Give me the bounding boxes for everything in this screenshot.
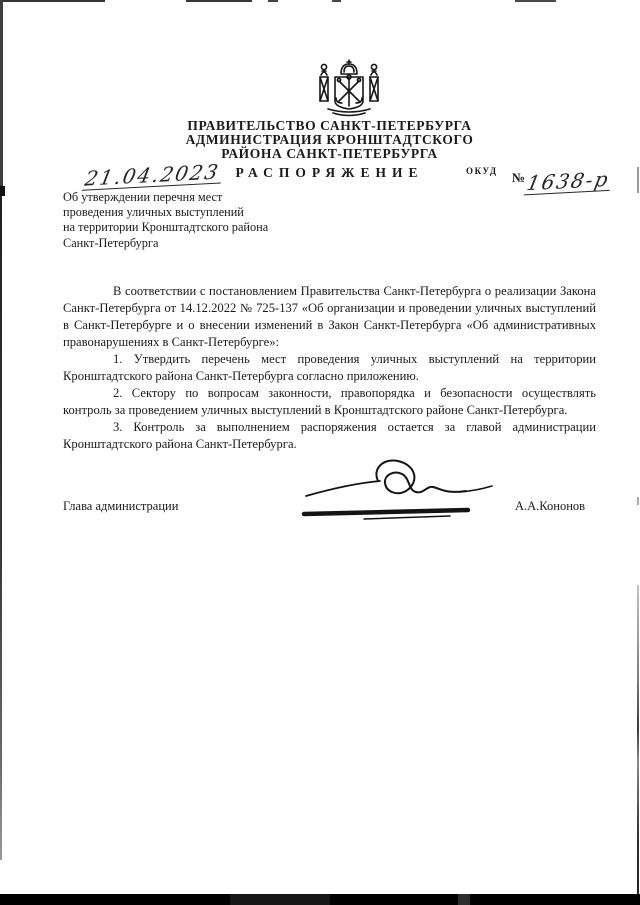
paragraph-item-2: 2. Сектору по вопросам законности, правопорядка и безопасности осуществлять контроль за проведением уличных выступлений в Кронштадтского районе Санкт-Петербурга. <box>63 386 596 417</box>
subject-line: Санкт-Петербурга <box>63 235 159 250</box>
subject-line: проведения уличных выступлений <box>63 205 244 220</box>
scan-edge-top <box>0 0 640 2</box>
number-sign-label: № <box>512 170 526 185</box>
signer-post: Глава администрации <box>63 499 179 513</box>
spb-coat-of-arms-icon <box>308 57 390 119</box>
subject-line: Об утверждении перечня мест <box>63 190 223 204</box>
scan-edge-bottom <box>0 894 640 905</box>
scan-edge-right-mark-upper <box>637 167 639 193</box>
scan-edge-left-mark <box>0 186 5 196</box>
paragraph-item-3: 3. Контроль за выполнением распоряжения остается за главой администрации Кронштадтского района Санкт-Петербурга. <box>63 420 596 451</box>
org-name-line2: АДМИНИСТРАЦИЯ КРОНШТАДТСКОГО <box>185 132 474 148</box>
scan-edge-left-upper <box>0 0 3 196</box>
handwritten-number: 1638-р <box>524 168 615 196</box>
paragraph-item-1: 1. Утвердить перечень мест проведения уличных выступлений на территории Кронштадтского района Санкт-Петербурга согласно приложению. <box>63 352 596 383</box>
document-number-field <box>512 166 613 196</box>
letterhead <box>63 57 596 181</box>
okud-label: ОКУД <box>466 166 498 176</box>
org-name-line3: РАЙОНА САНКТ-ПЕТЕРБУРГА <box>221 146 438 162</box>
signer-name: А.А.Кононов <box>515 499 586 513</box>
handwritten-date: 21.04.2023 <box>82 160 225 191</box>
org-name-line1: ПРАВИТЕЛЬСТВО САНКТ-ПЕТЕРБУРГА <box>187 118 472 133</box>
paragraph-preamble: В соответствии с постановлением Правительства Санкт-Петербурга о реализации Закона Санкт-Петербурга от 14.12.2022 № 725-137 «Об организации и проведении уличных выступлений в Санкт-Петербурге и о внесении изменений в Закон Санкт-Петербурга «Об административных правонарушениях в Санкт-Петербурге»: <box>63 284 596 349</box>
subject-block <box>63 190 343 251</box>
subject-line: на территории Кронштадтского района <box>63 220 269 235</box>
document-date-field <box>82 159 223 191</box>
body-text <box>63 283 596 453</box>
handwritten-signature-icon <box>300 456 500 530</box>
scan-edge-right-mark-middle <box>637 497 639 505</box>
document-type-title: РАСПОРЯЖЕНИЕ <box>235 164 424 180</box>
scan-edge-left-lower <box>0 196 2 860</box>
scan-edge-right-lower <box>637 585 639 905</box>
